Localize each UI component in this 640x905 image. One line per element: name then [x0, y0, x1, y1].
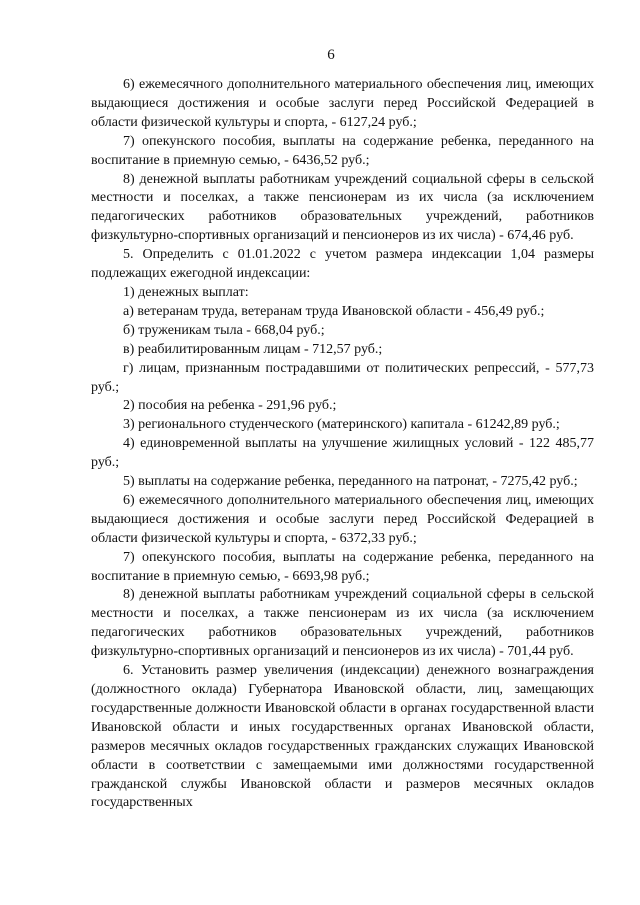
- page-number: 6: [327, 47, 335, 63]
- paragraph-2-child-benefit: 2) пособия на ребенка - 291,96 руб.;: [123, 398, 337, 414]
- paragraph-5-indexation-intro: 5. Определить с 01.01.2022 с учетом размера индексации 1,04 размеры подлежащих ежегодной индексации:: [91, 247, 594, 282]
- paragraph-v-rehabilitated-persons: в) реабилитированным лицам - 712,57 руб.;: [123, 341, 383, 357]
- paragraph-6-salary-indexation: 6. Установить размер увеличения (индексации) денежного вознаграждения (должностного оклада) Губернатора Ивановской области, лиц, замещающих государственные должности Ивановской области в органах государственной власти Ивановской области и иных государственных органах Ивановской области, размеров месячных окладов государственных гражданских служащих Ивановской области в соответствии с замещаемыми ими должностями государственной гражданской службы Ивановской области и размеров месячных окладов государственных: [91, 663, 594, 811]
- paragraph-a-labor-veterans: а) ветеранам труда, ветеранам труда Ивановской области - 456,49 руб.;: [123, 303, 545, 319]
- paragraph-4-housing-payment: 4) единовременной выплаты на улучшение жилищных условий - 122 485,77 руб.;: [91, 436, 594, 471]
- paragraph-1-cash-payments: 1) денежных выплат:: [123, 284, 249, 300]
- document-body: [91, 76, 594, 813]
- paragraph-3-maternity-capital: 3) регионального студенческого (материнского) капитала - 61242,89 руб.;: [123, 417, 560, 433]
- paragraph-8-social-workers-payment-2022: 8) денежной выплаты работникам учреждений социальной сферы в сельской местности и поселках, а также пенсионерам из их числа (за исключением педагогических работников образовательных учреждений, работников физкультурно-спортивных организаций и пенсионеров из их числа) - 701,44 руб.: [91, 587, 594, 660]
- paragraph-6-sports-support-2022: 6) ежемесячного дополнительного материального обеспечения лиц, имеющих выдающиеся достижения и особые заслуги перед Российской Федерацией в области физической культуры и спорта, - 6372,33 руб.;: [91, 492, 594, 546]
- paragraph-7-guardianship-benefit-2022: 7) опекунского пособия, выплаты на содержание ребенка, переданного на воспитание в приемную семью, - 6693,98 руб.;: [91, 549, 594, 584]
- paragraph-g-repression-victims: г) лицам, признанным пострадавшими от политических репрессий, - 577,73 руб.;: [91, 360, 594, 395]
- paragraph-5-patronage-payment: 5) выплаты на содержание ребенка, переданного на патронат, - 7275,42 руб.;: [123, 474, 578, 490]
- paragraph-6-sports-support: 6) ежемесячного дополнительного материального обеспечения лиц, имеющих выдающиеся достижения и особые заслуги перед Российской Федерацией в области физической культуры и спорта, - 6127,24 руб.;: [91, 77, 594, 130]
- paragraph-7-guardianship-benefit: 7) опекунского пособия, выплаты на содержание ребенка, переданного на воспитание в приемную семью, - 6436,52 руб.;: [91, 133, 594, 168]
- paragraph-b-home-front-workers: б) труженикам тыла - 668,04 руб.;: [123, 322, 325, 338]
- paragraph-8-social-workers-payment: 8) денежной выплаты работникам учреждений социальной сферы в сельской местности и поселках, а также пенсионерам из их числа (за исключением педагогических работников образовательных учреждений, работников физкультурно-спортивных организаций и пенсионеров из их числа) - 674,46 руб.: [91, 171, 594, 244]
